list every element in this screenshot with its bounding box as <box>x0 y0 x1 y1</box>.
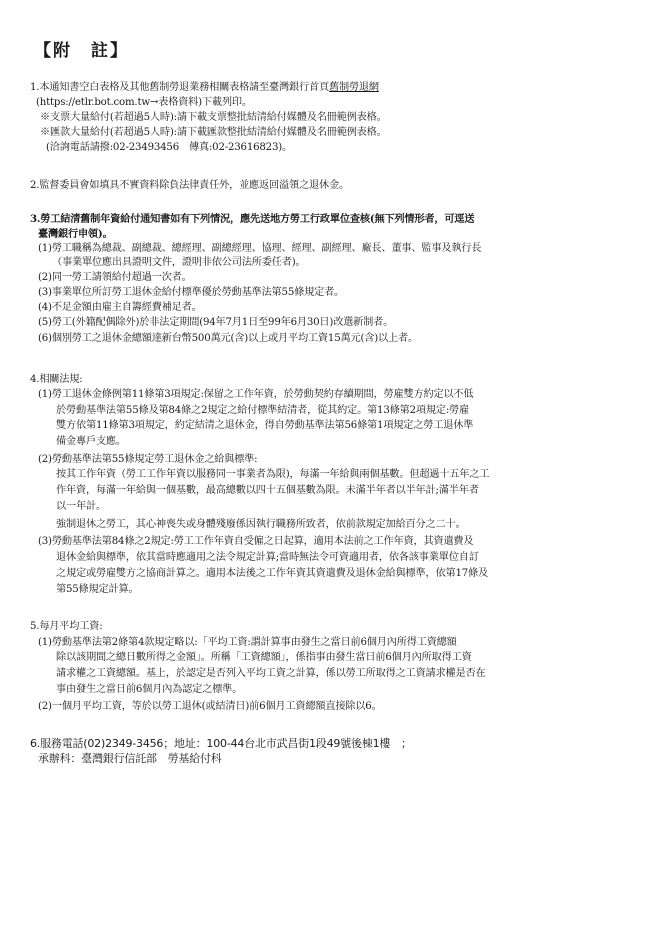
section-4-p2-line-2: 按其工作年資（勞工工作年資以服務同一事業者為限)，每滿一年給與兩個基數。但超過十五年之工 <box>56 469 490 480</box>
section-4-p1-line-1: (1)勞工退休金條例第11條第3項規定:保留之工作年資，於勞動契約存續期間，勞雇雙方約定以不低 <box>38 389 474 400</box>
section-3-item-2: (2)同一勞工請領給付超過一次者。 <box>38 272 192 283</box>
section-4-p2-line-5: 強制退休之勞工，其心神喪失或身體殘廢係因執行職務所致者，依前款規定加給百分之二十。 <box>56 519 466 530</box>
old-pension-link[interactable]: 舊制勞退網 <box>328 82 379 93</box>
section-3-item-4: (4)不足金額由雇主自籌經費補足者。 <box>38 302 202 313</box>
section-4-p2-line-1: (2)勞動基準法第55條規定勞工退休金之給與標準: <box>38 454 258 465</box>
section-1-url-line: (https://etlr.bot.com.tw→表格資料)下載列印。 <box>36 97 252 108</box>
section-4-p3-line-2: 退休金給與標準，依其當時應適用之法令規定計算;當時無法令可資適用者，依各該事業單位自訂 <box>56 552 479 563</box>
page-title: 【附 註】 <box>34 41 129 61</box>
section-5-p1-line-3: 請求權之工資總額。基上，於認定是否列入平均工資之計算，係以勞工所取得之工資請求權是否在 <box>56 668 486 679</box>
section-4-p1-line-3: 雙方依第11條第3項規定，約定結清之退休金，得自勞動基準法第56條第1項規定之勞工退休準 <box>56 420 474 431</box>
section-3-heading: 3.勞工結清舊制年資給付通知書如有下列情況，應先送地方勞工行政單位查核(無下列情形者，可逕送 <box>30 213 475 225</box>
section-3-item-1-cont: （事業單位應出具證明文件，證明非依公司法所委任者)。 <box>52 257 306 268</box>
handling-department: 承辦科：臺灣銀行信託部 勞基給付科 <box>38 752 222 765</box>
section-1-remit-note: ※匯款大量給付(若超過5人時):請下載匯款整批結清給付媒體及名冊範例表格。 <box>40 127 387 138</box>
section-5-p1-line-1: (1)勞動基準法第2條第4款規定略以:「平均工資:謂計算事由發生之當日前6個月內所得工資總額 <box>38 637 457 648</box>
section-4-p3-line-3: 之規定或勞雇雙方之協商計算之。適用本法後之工作年資其資遣費及退休金給與標準，依第17條及 <box>56 568 489 579</box>
section-4-heading: 4.相關法規: <box>30 374 83 385</box>
section-5-p1-line-2: 除以該期間之總日數所得之金額」。所稱「工資總額」，係指事由發生當日前6個月內所取得工資 <box>56 652 472 663</box>
section-5-heading: 5.每月平均工資: <box>30 621 103 632</box>
section-3-item-3: (3)事業單位所訂勞工退休金給付標準優於勞動基準法第55條規定者。 <box>38 287 345 298</box>
section-4-p1-line-4: 備金專戶支應。 <box>56 436 126 447</box>
section-5-p1-line-4: 事由發生之當日前6個月內為認定之標準。 <box>56 684 243 695</box>
section-4-p2-line-3: 作年資，每滿一年給與一個基數，最高總數以四十五個基數為限。未滿半年者以半年計;滿半年者 <box>56 485 479 496</box>
section-3-item-5: (5)勞工(外籍配偶除外)於非法定期間(94年7月1日至99年6月30日)改選新制者。 <box>38 317 394 328</box>
section-4-p1-line-2: 於勞動基準法第55條及第84條之2規定之給付標準結清者，從其約定。第13條第2項規定:勞雇 <box>56 405 470 416</box>
section-1-text: 1.本通知書空白表格及其他舊制勞退業務相關表格請至臺灣銀行首頁 <box>30 82 329 93</box>
section-4-p2-line-4: 以一年計。 <box>56 501 106 512</box>
section-1-line-1 <box>30 82 379 94</box>
section-5-p2: (2)一個月平均工資，等於以勞工退休(或結清日)前6個月工資總額直接除以6。 <box>38 701 382 712</box>
service-contact-line: 6.服務電話(02)2349-3456；地址：100-44台北市武昌街1段49號後棟1樓 ； <box>30 737 412 750</box>
section-4-p3-line-1: (3)勞動基準法第84條之2規定:勞工工作年資自受僱之日起算，適用本法前之工作年資，其資遣費及 <box>38 536 474 547</box>
section-3-item-1: (1)勞工職稱為總裁、副總裁、總經理、副總經理、協理、經理、副經理、廠長、董事、監事及執行長 <box>38 243 482 254</box>
section-4-p3-line-4: 第55條規定計算。 <box>56 584 139 595</box>
section-2-line: 2.監督委員會如填具不實資料除負法律責任外，並應返回溢領之退休金。 <box>30 180 349 191</box>
section-3-heading-cont: 臺灣銀行申領)。 <box>38 228 113 240</box>
section-1-check-note: ※支票大量給付(若超過5人時):請下載支票整批結清給付媒體及名冊範例表格。 <box>40 112 387 123</box>
section-1-contact: (洽詢電話請撥:02-23493456 傳真:02-23616823)。 <box>46 142 293 153</box>
section-3-item-6: (6)個別勞工之退休金總額達新台幣500萬元(含)以上或月平均工資15萬元(含)以上者。 <box>38 333 418 344</box>
